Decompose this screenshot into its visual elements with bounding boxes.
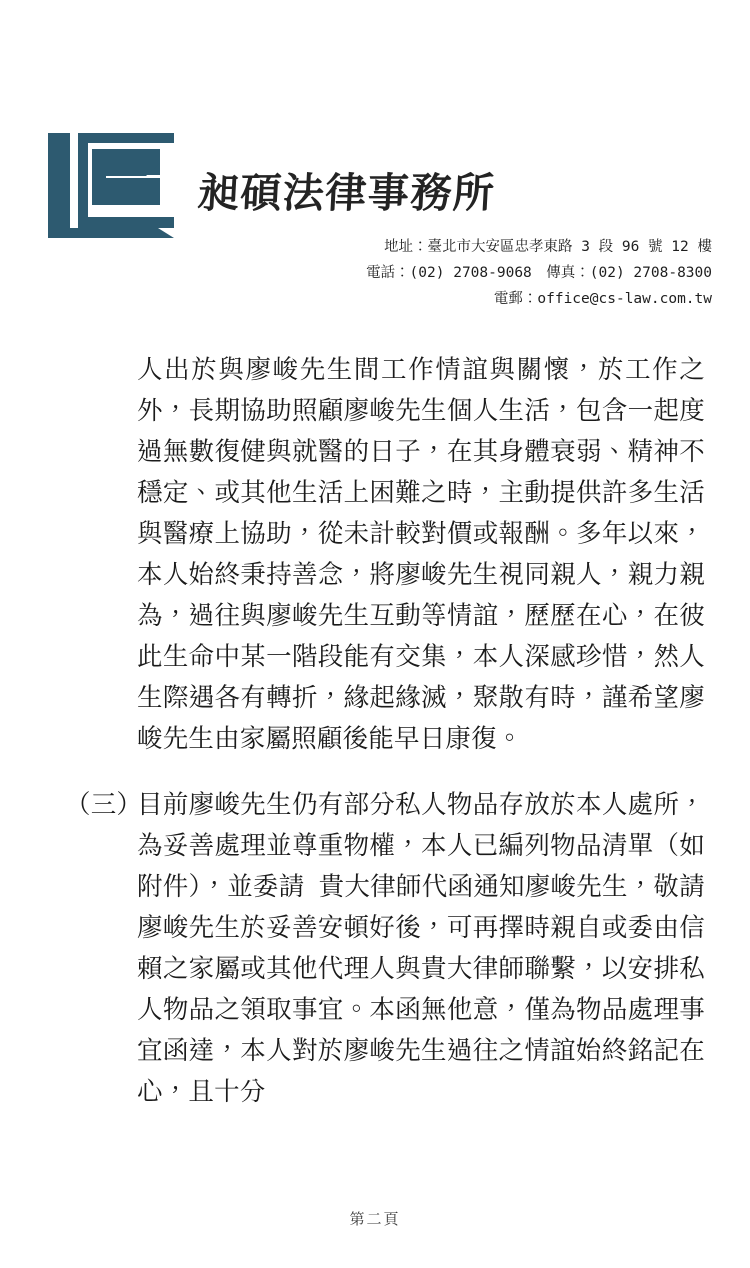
contact-phone-fax: 電話：(02) 2708-9068 傳真：(02) 2708-8300 bbox=[366, 265, 712, 281]
contact-address: 地址：臺北市大安區忠孝東路 3 段 96 號 12 樓 bbox=[383, 239, 712, 255]
body-paragraph-continued: 人出於與廖峻先生間工作情誼與關懷，於工作之外，長期協助照顧廖峻先生個人生活，包含一起度過無數復健與就醫的日子，在其身體衰弱、精神不穩定、或其他生活上困難之時，主動提供許多生活與醫療上協助，從未計較對價或報酬。多年以來，本人始終秉持善念，將廖峻先生視同親人，親力親為，過往與廖峻先生互動等情誼，歷歷在心，在彼此生命中某一階段能有交集，本人深感珍惜，然人生際遇各有轉折，緣起緣滅，聚散有時，謹希望廖峻先生由家屬照顧後能早日康復。 bbox=[137, 354, 705, 754]
chang-shuo-law-firm-logo-icon bbox=[48, 133, 174, 238]
contact-email: 電郵：office@cs-law.com.tw bbox=[493, 291, 712, 307]
page-footer bbox=[0, 1208, 750, 1229]
contact-block bbox=[0, 234, 712, 312]
item-3-text-after-honorific: 貴大律師代函通知廖峻先生，敬請廖峻先生於妥善安頓好後，可再擇時親自或委由信賴之家屬或其他代理人與貴大律師聯繫，以安排私人物品之領取事宜。本函無他意，僅為物品處理事宜函達，本人對於廖峻先生過往之情誼始終銘記在心，且十分 bbox=[137, 872, 705, 1107]
letter-body bbox=[65, 324, 705, 1139]
list-marker-3: （三） bbox=[65, 790, 143, 820]
body-paragraph-item-3 bbox=[65, 785, 705, 1113]
page-number-label: 第二頁 bbox=[349, 1210, 401, 1228]
letterhead bbox=[0, 126, 750, 316]
firm-name: 昶碩法律事務所 bbox=[196, 169, 497, 217]
item-3-text-before-honorific: 目前廖峻先生仍有部分私人物品存放於本人處所，為妥善處理並尊重物權，本人已編列物品清單（如附件），並委請 bbox=[137, 790, 705, 902]
